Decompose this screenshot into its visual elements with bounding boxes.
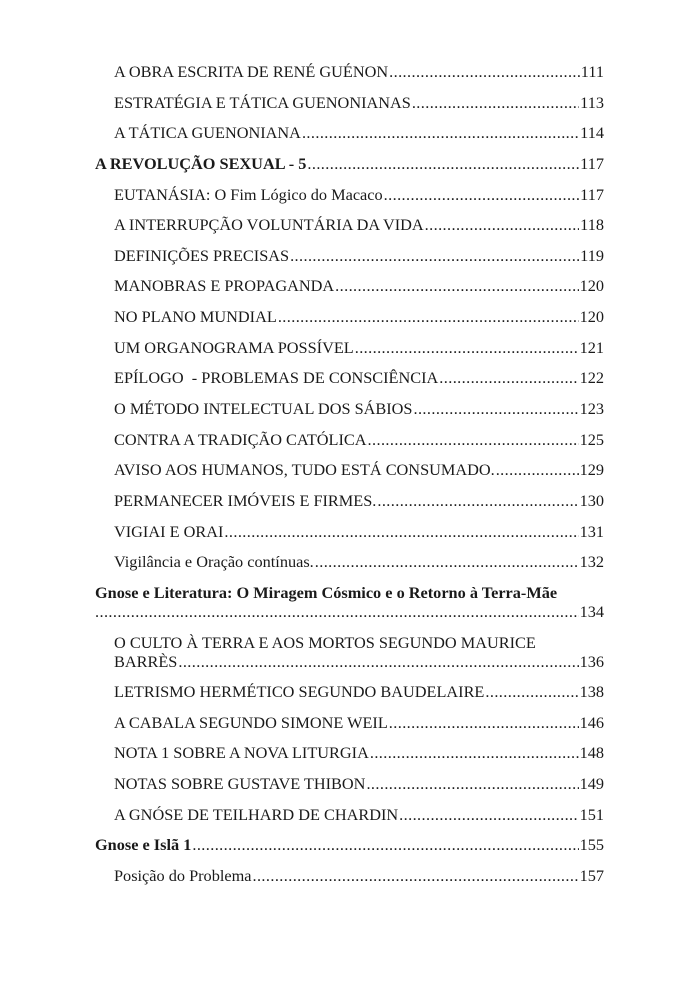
toc-entry[interactable]: [95, 460, 604, 479]
toc-entry-title: ESTRATÉGIA E TÁTICA GUENONIANAS: [114, 92, 411, 112]
dot-leader: [95, 602, 579, 621]
toc-page-number: 125: [579, 429, 604, 449]
toc-entry[interactable]: [95, 368, 604, 387]
toc-entry-title: A OBRA ESCRITA DE RENÉ GUÉNON: [114, 62, 389, 81]
dot-leader: [307, 154, 579, 173]
dot-leader: [370, 743, 579, 762]
toc-page-number: 114: [580, 123, 604, 143]
dot-leader: [224, 522, 578, 541]
dot-leader: [192, 835, 578, 854]
toc-page-number: 119: [580, 245, 604, 265]
toc-page-number: 132: [579, 552, 604, 572]
toc-entry[interactable]: [95, 307, 604, 326]
dot-leader: [302, 123, 579, 142]
toc-entry-title: A GNÓSE DE TEILHARD DE CHARDIN: [114, 804, 399, 824]
toc-page-number: 113: [580, 92, 604, 112]
toc-page-number: 111: [580, 62, 604, 81]
toc-entry-title: EUTANÁSIA: O Fim Lógico do Macaco: [114, 184, 383, 204]
toc-entry-title: Posição do Problema: [114, 866, 252, 886]
dot-leader: [377, 491, 578, 510]
dot-leader: [368, 430, 579, 449]
toc-entry-title: UM ORGANOGRAMA POSSÍVEL: [114, 337, 354, 357]
toc-entry-title: DEFINIÇÕES PRECISAS: [114, 245, 290, 265]
toc-entry[interactable]: [95, 633, 604, 671]
toc-page-number: 136: [579, 651, 604, 671]
toc-entry-title: A CABALA SEGUNDO SIMONE WEIL: [114, 712, 388, 732]
dot-leader: [252, 866, 578, 885]
dot-leader: [278, 307, 579, 326]
toc-chapter-title: Gnose e Islã 1: [95, 835, 192, 855]
toc-entry[interactable]: [95, 430, 604, 449]
dot-leader: [366, 774, 578, 793]
toc-entry[interactable]: [95, 62, 604, 81]
toc-page-number: 120: [579, 307, 604, 327]
toc-entry-title: NOTA 1 SOBRE A NOVA LITURGIA: [114, 743, 369, 763]
toc-page-number: 138: [579, 682, 604, 702]
toc-entry-title: EPÍLOGO - PROBLEMAS DE CONSCIÊNCIA: [114, 368, 439, 388]
toc-page-number: 129: [579, 460, 604, 480]
toc-page-number: 122: [579, 368, 604, 388]
toc-entry-title: NOTAS SOBRE GUSTAVE THIBON: [114, 774, 366, 794]
toc-entry[interactable]: [95, 246, 604, 265]
toc-page-number: 117: [580, 184, 604, 204]
dot-leader: [413, 399, 578, 418]
dot-leader: [384, 185, 580, 204]
toc-page-number: 120: [579, 276, 604, 296]
dot-leader: [178, 652, 578, 671]
dot-leader: [496, 460, 579, 479]
toc-chapter-title: Gnose e Literatura: O Miragem Cósmico e o Retorno à Terra-Mãe: [95, 582, 558, 602]
toc-entry-title: MANOBRAS E PROPAGANDA: [114, 276, 335, 296]
toc-entry-title: VIGIAI E ORAI: [114, 521, 224, 541]
dot-leader: [412, 93, 579, 112]
table-of-contents: [95, 62, 604, 897]
toc-entry-title: PERMANECER IMÓVEIS E FIRMES.: [114, 490, 377, 510]
toc-entry[interactable]: [95, 866, 604, 885]
toc-chapter-entry[interactable]: [95, 835, 604, 854]
toc-entry-title: A TÁTICA GUENONIANA: [114, 123, 301, 143]
toc-entry-title: O MÉTODO INTELECTUAL DOS SÁBIOS: [114, 399, 413, 419]
toc-chapter-entry[interactable]: [95, 583, 604, 621]
toc-entry-title: CONTRA A TRADIÇÃO CATÓLICA: [114, 429, 367, 449]
dot-leader: [439, 368, 578, 387]
toc-entry[interactable]: [95, 774, 604, 793]
toc-entry-title: LETRISMO HERMÉTICO SEGUNDO BAUDELAIRE: [114, 682, 485, 702]
toc-entry[interactable]: [95, 276, 604, 295]
toc-page-number: 148: [579, 743, 604, 763]
toc-entry-title: AVISO AOS HUMANOS, TUDO ESTÁ CONSUMADO.: [114, 460, 495, 480]
toc-entry[interactable]: [95, 713, 604, 732]
toc-page-number: 130: [579, 490, 604, 510]
toc-entry-title-line1: O CULTO À TERRA E AOS MORTOS SEGUNDO MAURICE: [114, 632, 536, 652]
toc-entry[interactable]: [95, 399, 604, 418]
toc-entry[interactable]: [95, 491, 604, 510]
toc-page-number: 134: [579, 601, 604, 621]
toc-page-number: 123: [579, 399, 604, 419]
dot-leader: [355, 338, 579, 357]
toc-entry[interactable]: [95, 743, 604, 762]
dot-leader: [335, 276, 578, 295]
toc-entry[interactable]: [95, 682, 604, 701]
toc-entry[interactable]: [95, 185, 604, 204]
toc-entry[interactable]: [95, 123, 604, 142]
dot-leader: [389, 713, 579, 732]
toc-chapter-entry[interactable]: [95, 154, 604, 173]
toc-entry-title: Vigilância e Oração contínuas.: [114, 552, 314, 572]
dot-leader: [389, 62, 580, 81]
toc-chapter-title: A REVOLUÇÃO SEXUAL - 5: [95, 153, 307, 173]
toc-page-number: 149: [579, 774, 604, 794]
toc-page-number: 121: [579, 337, 604, 357]
dot-leader: [399, 805, 578, 824]
dot-leader: [485, 682, 578, 701]
toc-entry[interactable]: [95, 552, 604, 571]
toc-entry-title-line2: BARRÈS: [114, 651, 178, 671]
toc-entry[interactable]: [95, 522, 604, 541]
dot-leader: [290, 246, 579, 265]
toc-entry[interactable]: [95, 338, 604, 357]
toc-page-number: 117: [580, 153, 604, 173]
toc-page-number: 131: [579, 521, 604, 541]
toc-page-number: 151: [579, 804, 604, 824]
toc-page-number: 155: [579, 835, 604, 855]
toc-page-number: 146: [579, 712, 604, 732]
toc-page-number: 157: [579, 866, 604, 886]
toc-entry[interactable]: [95, 215, 604, 234]
toc-entry[interactable]: [95, 93, 604, 112]
toc-entry-title: A INTERRUPÇÃO VOLUNTÁRIA DA VIDA: [114, 215, 424, 235]
toc-entry[interactable]: [95, 805, 604, 824]
toc-entry-title: NO PLANO MUNDIAL: [114, 307, 277, 327]
toc-page-number: 118: [580, 215, 604, 235]
dot-leader: [425, 215, 580, 234]
dot-leader: [315, 552, 579, 571]
